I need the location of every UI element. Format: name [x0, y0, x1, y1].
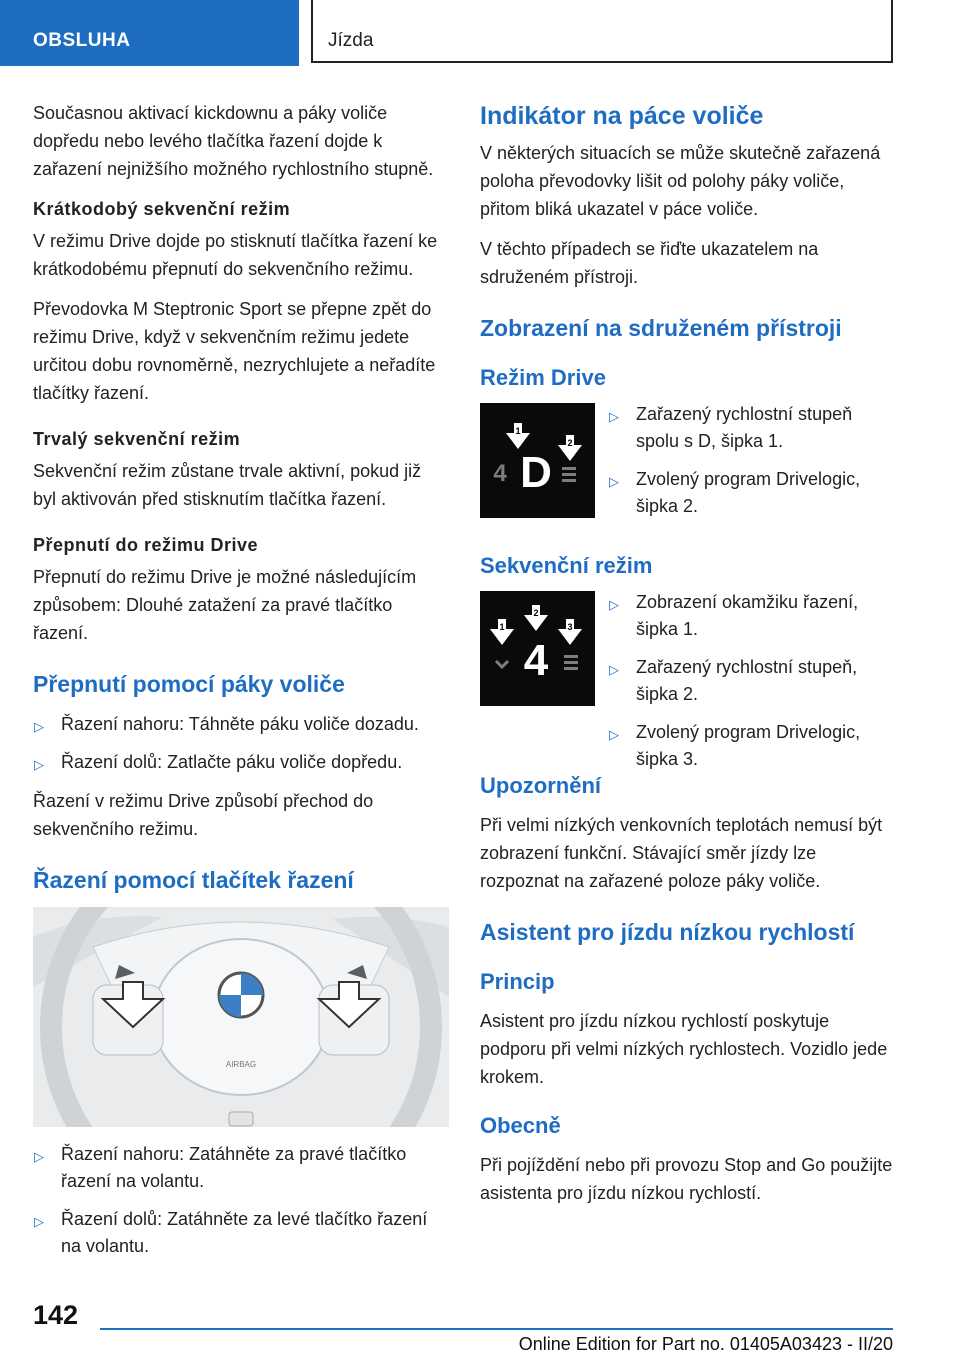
triangle-right-icon: ▷ [609, 409, 619, 424]
list-item: ▷ Řazení nahoru: Táhněte páku voliče dozadu. [33, 711, 449, 738]
triangle-right-icon: ▷ [34, 757, 44, 772]
triangle-right-icon: ▷ [609, 597, 619, 612]
arrow-label: 3 [567, 622, 573, 632]
triangle-right-icon: ▷ [34, 719, 44, 734]
header-section-box [311, 0, 893, 63]
sequential-mode-list [608, 589, 898, 784]
notice-paragraph: Při velmi nízkých venkovních teplotách nemusí být zobrazení funkční. Stávající směr jízdy lze rozpoznat na zařazené poloze páky voliče. [480, 815, 883, 891]
lever-paragraph: Řazení v režimu Drive způsobí přechod do sekvenčního režimu. [33, 791, 374, 839]
arrow-label: 1 [499, 622, 505, 632]
drive-mode-display [480, 403, 595, 518]
short-sequential-paragraph: V režimu Drive dojde po stisknutí tlačítka řazení ke krátkodobému přepnutí do sekvenčního režimu. [33, 231, 438, 279]
triangle-right-icon: ▷ [609, 662, 619, 677]
indicator-heading: Indikátor na páce voliče [480, 102, 764, 130]
edition-text: Online Edition for Part no. 01405A03423 - II/20 [518, 1334, 893, 1354]
indicator-paragraph: V některých situacích se může skutečně zařazená poloha převodovky lišit od polohy páky voliče, přitom bliká ukazatel v páce voliče. [480, 143, 881, 219]
left-column [33, 99, 449, 1271]
footer-divider [100, 1328, 893, 1330]
right-column [480, 99, 896, 1219]
lever-heading: Přepnutí pomocí páky voliče [33, 671, 345, 697]
switch-drive-heading: Přepnutí do režimu Drive [33, 535, 259, 555]
list-item: ▷ Zařazený rychlostní stupeň, šipka 2. [609, 657, 858, 704]
cluster-heading: Zobrazení na sdruženém přístroji [480, 315, 842, 341]
steering-wheel-figure [33, 907, 449, 1127]
lever-list [33, 711, 449, 776]
switch-drive-paragraph: Přepnutí do režimu Drive je možné následujícím způsobem: Dlouhé zatažení za pravé tlačítko řazení. [33, 567, 417, 643]
assist-heading: Asistent pro jízdu nízkou rychlostí [480, 919, 855, 945]
list-item: ▷ Řazení nahoru: Zatáhněte za pravé tlačítko řazení na volantu. [34, 1144, 407, 1191]
arrow-label: 2 [567, 438, 573, 448]
list-item: ▷ Zvolený program Drivelogic, šipka 2. [609, 469, 861, 516]
list-item: ▷ Řazení dolů: Zatlačte páku voliče dopředu. [33, 749, 449, 776]
short-sequential-heading: Krátkodobý sekvenční režim [33, 199, 291, 219]
triangle-right-icon: ▷ [34, 1149, 44, 1164]
principle-heading: Princip [480, 969, 555, 994]
list-item: ▷ Zařazený rychlostní stupeň spolu s D, šipka 1. [609, 404, 853, 451]
arrow-label: 1 [515, 426, 521, 436]
gear-number: 4 [493, 460, 507, 487]
triangle-right-icon: ▷ [34, 1214, 44, 1229]
indicator-paragraph-2: V těchto případech se řiďte ukazatelem na sdruženém přístroji. [480, 239, 819, 287]
chapter-label: OBSLUHA [33, 30, 131, 51]
notice-heading: Upozornění [480, 773, 601, 798]
general-heading: Obecně [480, 1113, 561, 1138]
drive-mode-row [480, 403, 896, 531]
sequential-mode-display [480, 591, 595, 706]
section-label: Jízda [328, 30, 374, 51]
sequential-mode-row [480, 591, 896, 769]
triangle-right-icon: ▷ [609, 727, 619, 742]
drive-mode-heading: Režim Drive [480, 365, 606, 390]
buttons-heading: Řazení pomocí tlačítek řazení [33, 867, 354, 893]
airbag-text: AIRBAG [225, 1060, 257, 1069]
general-paragraph: Při pojíždění nebo při provozu Stop and Go použijte asistenta pro jízdu nízkou rychlostí. [480, 1155, 893, 1203]
list-item: ▷ Zvolený program Drivelogic, šipka 3. [609, 722, 861, 769]
triangle-right-icon: ▷ [609, 474, 619, 489]
sequential-mode-heading: Sekvenční režim [480, 553, 653, 578]
sequential-mode-graphic [480, 591, 595, 706]
permanent-sequential-heading: Trvalý sekvenční režim [33, 429, 241, 449]
steering-wheel-illustration [33, 907, 449, 1127]
drive-mode-graphic [480, 403, 595, 518]
permanent-sequential-paragraph: Sekvenční režim zůstane trvale aktivní, pokud již byl aktivován před stisknutím tlačítka řazení. [33, 461, 422, 509]
list-item: ▷ Řazení dolů: Zatáhněte za levé tlačítko řazení na volantu. [34, 1209, 428, 1256]
short-sequential-paragraph-2: Převodovka M Steptronic Sport se přepne zpět do režimu Drive, když v sekvenčním režimu jedete určitou dobu rovnoměrně, nezrychlujete a neřadíte tlačítky řazení. [33, 299, 436, 403]
drive-letter: D [520, 448, 552, 497]
list-item: ▷ Zobrazení okamžiku řazení, šipka 1. [609, 592, 859, 639]
intro-paragraph: Současnou aktivací kickdownu a páky voliče dopředu nebo levého tlačítka řazení dojde k zařazení nejnižšího možného rychlostního stupně. [33, 103, 434, 179]
arrow-label: 2 [533, 608, 539, 618]
buttons-list [33, 1141, 449, 1260]
principle-paragraph: Asistent pro jízdu nízkou rychlostí poskytuje podporu při velmi nízkých rychlostech. Vozidlo jede krokem. [480, 1011, 888, 1087]
drive-mode-list [608, 401, 898, 531]
page-number: 142 [33, 1300, 79, 1330]
header-chapter-tab [0, 0, 299, 66]
gear-number: 4 [523, 636, 549, 685]
